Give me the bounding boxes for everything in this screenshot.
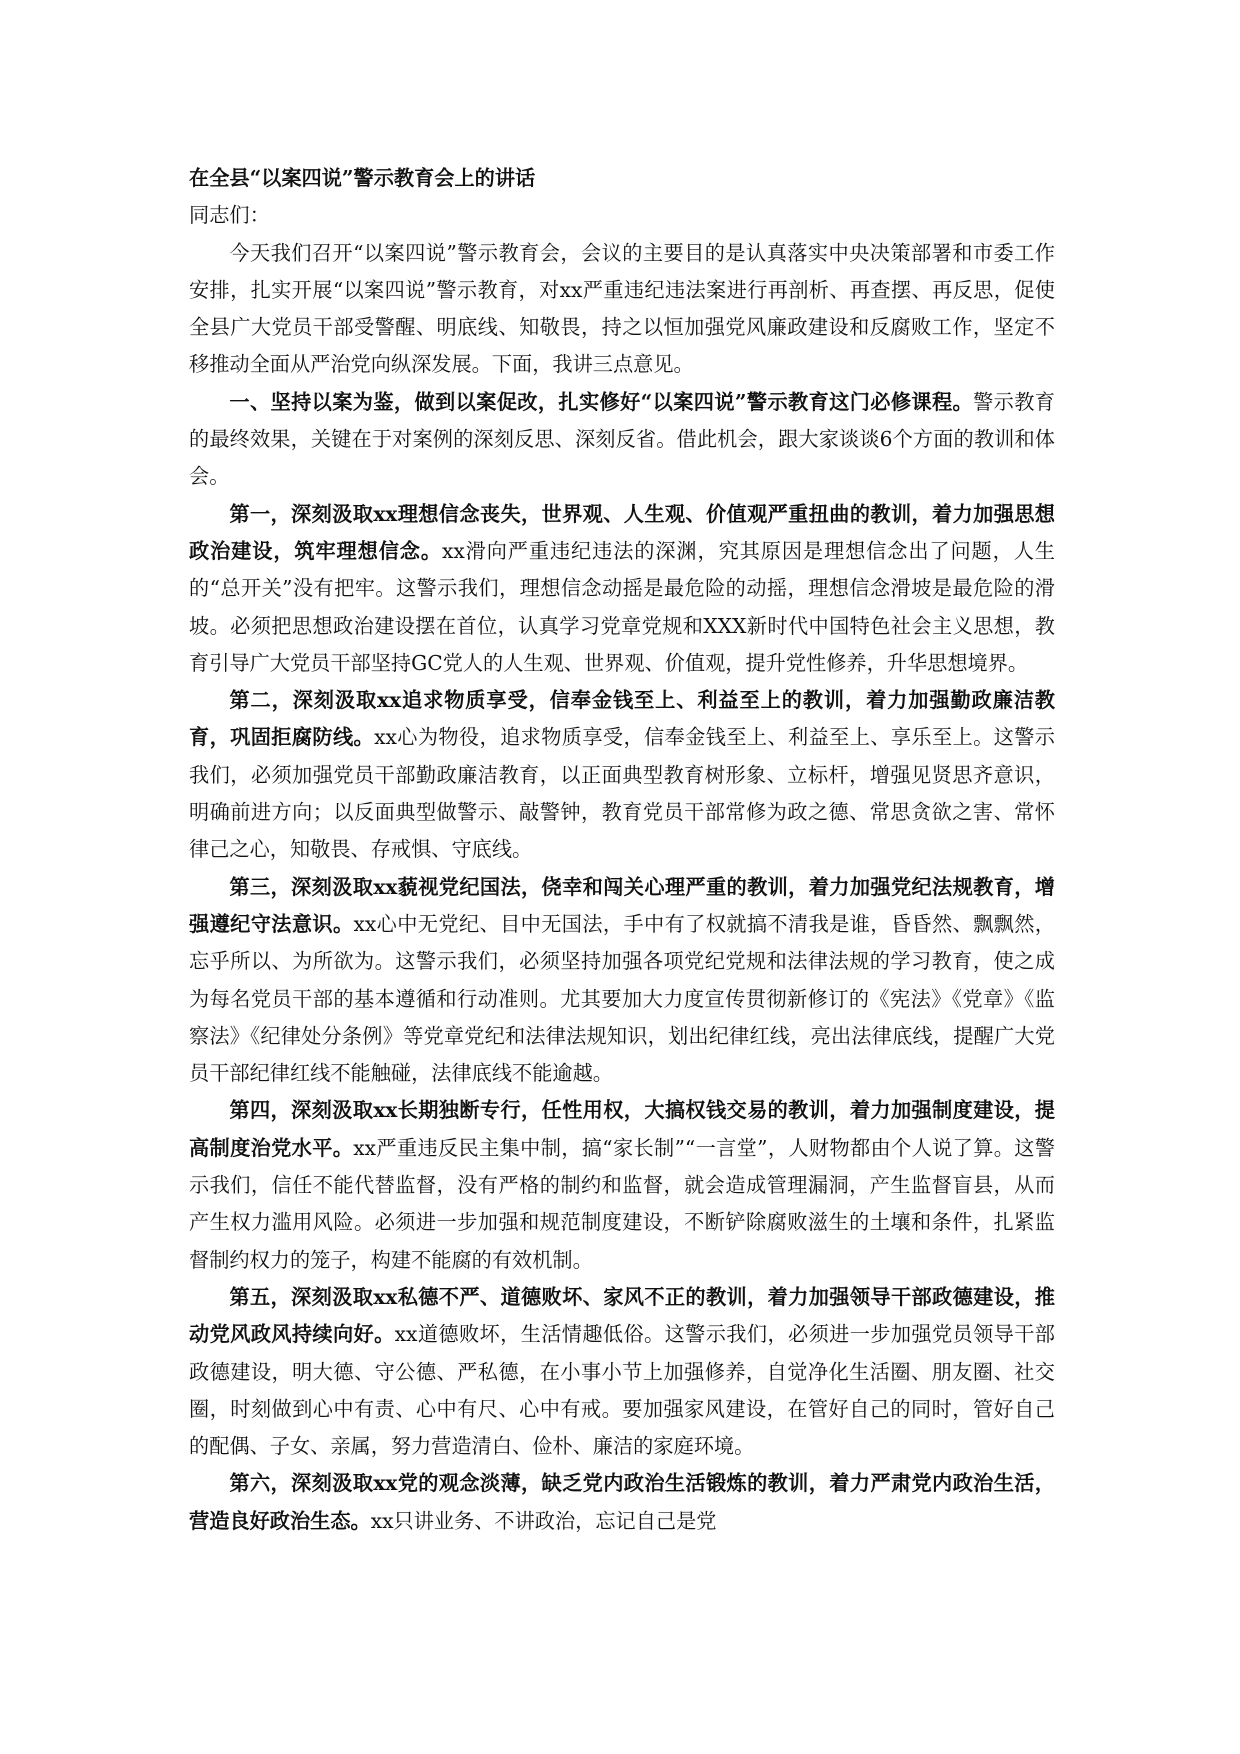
point-text: xx滑向严重违纪违法的深渊，究其原因是理想信念出了问题，人生的“总开关”没有把牢。这警示我们，理想信念动摇是最危险的动摇，理想信念滑坡是最危险的滑坡。必须把思想政治建设摆在首位，认真学习党章党规和XXX新时代中国特色社会主义思想，教育引导广大党员干部坚持GC党人的人生观、世界观、价值观，提升党性修养，升华思想境界。 xyxy=(189,538,1055,675)
document-page xyxy=(189,160,1055,1540)
point-heading: 第六，深刻汲取xx党的观念淡薄，缺乏党内政治生活锻炼的教训，着力严肃党内政治生活，营造良好政治生态。 xyxy=(189,1471,1055,1533)
point-text: xx严重违反民主集中制，搞“家长制”“一言堂”，人财物都由个人说了算。这警示我们，信任不能代替监督，没有严格的制约和监督，就会造成管理漏洞，产生监督盲县，从而产生权力滥用风险。必须进一步加强和规范制度建设，不断铲除腐败滋生的土壤和条件，扎紧监督制约权力的笼子，构建不能腐的有效机制。 xyxy=(189,1135,1055,1272)
section-one-text: 警示教育的最终效果，关键在于对案例的深刻反思、深刻反省。借此机会，跟大家谈谈6个方面的教训和体会。 xyxy=(189,389,1055,489)
document-title: 在全县“以案四说”警示教育会上的讲话 xyxy=(189,166,536,190)
point-heading: 第四，深刻汲取xx长期独断专行，任性用权，大搞权钱交易的教训，着力加强制度建设，提高制度治党水平。 xyxy=(189,1098,1055,1160)
point-paragraph xyxy=(189,1092,1055,1278)
point-paragraph xyxy=(189,496,1055,682)
point-text: xx只讲业务、不讲政治，忘记自己是党 xyxy=(370,1508,717,1533)
point-paragraph xyxy=(189,869,1055,1093)
point-heading: 第三，深刻汲取xx藐视党纪国法，侥幸和闯关心理严重的教训，着力加强党纪法规教育，增强遵纪守法意识。 xyxy=(189,874,1055,936)
point-text: xx心为物役，追求物质享受，信奉金钱至上、利益至上、享乐至上。这警示我们，必须加强党员干部勤政廉洁教育，以正面典型教育树形象、立标杆，增强见贤思齐意识，明确前进方向；以反面典型做警示、敲警钟，教育党员干部常修为政之德、常思贪欲之害、常怀律己之心，知敬畏、存戒惧、守底线。 xyxy=(189,725,1055,862)
point-heading: 第一，深刻汲取xx理想信念丧失，世界观、人生观、价值观严重扭曲的教训，着力加强思想政治建设，筑牢理想信念。 xyxy=(189,501,1055,563)
salutation: 同志们： xyxy=(189,203,270,228)
intro-paragraph: 今天我们召开“以案四说”警示教育会，会议的主要目的是认真落实中央决策部署和市委工作安排，扎实开展“以案四说”警示教育，对xx严重违纪违法案进行再剖析、再查摆、再反思，促使全县广大党员干部受警醒、明底线、知敬畏，持之以恒加强党风廉政建设和反腐败工作，坚定不移推动全面从严治党向纵深发展。下面，我讲三点意见。 xyxy=(189,240,1055,377)
point-paragraph xyxy=(189,1279,1055,1465)
section-one-heading: 一、坚持以案为鉴，做到以案促改，扎实修好“以案四说”警示教育这门必修课程。 xyxy=(229,389,974,414)
point-paragraph xyxy=(189,1465,1055,1540)
point-heading: 第五，深刻汲取xx私德不严、道德败坏、家风不正的教训，着力加强领导干部政德建设，推动党风政风持续向好。 xyxy=(189,1284,1055,1347)
point-heading: 第二，深刻汲取xx追求物质享受，信奉金钱至上、利益至上的教训，着力加强勤政廉洁教育，巩固拒腐防线。 xyxy=(189,688,1055,750)
point-text: xx道德败坏，生活情趣低俗。这警示我们，必须进一步加强党员领导干部政德建设，明大德、守公德、严私德，在小事小节上加强修养，自觉净化生活圈、朋友圈、社交圈，时刻做到心中有责、心中有尺、心中有戒。要加强家风建设，在管好自己的同时，管好自己的配偶、子女、亲属，努力营造清白、俭朴、廉洁的家庭环境。 xyxy=(189,1322,1055,1459)
point-paragraph xyxy=(189,682,1055,868)
point-text: xx心中无党纪、目中无国法，手中有了权就搞不清我是谁，昏昏然、飘飘然，忘乎所以、为所欲为。这警示我们，必须坚持加强各项党纪党规和法律法规的学习教育，使之成为每名党员干部的基本遵循和行动准则。尤其要加大力度宣传贯彻新修订的《宪法》《党章》《监察法》《纪律处分条例》等党章党纪和法律法规知识，划出纪律红线，亮出法律底线，提醒广大党员干部纪律红线不能触碰，法律底线不能逾越。 xyxy=(189,911,1055,1086)
section-one-paragraph xyxy=(189,384,1055,496)
